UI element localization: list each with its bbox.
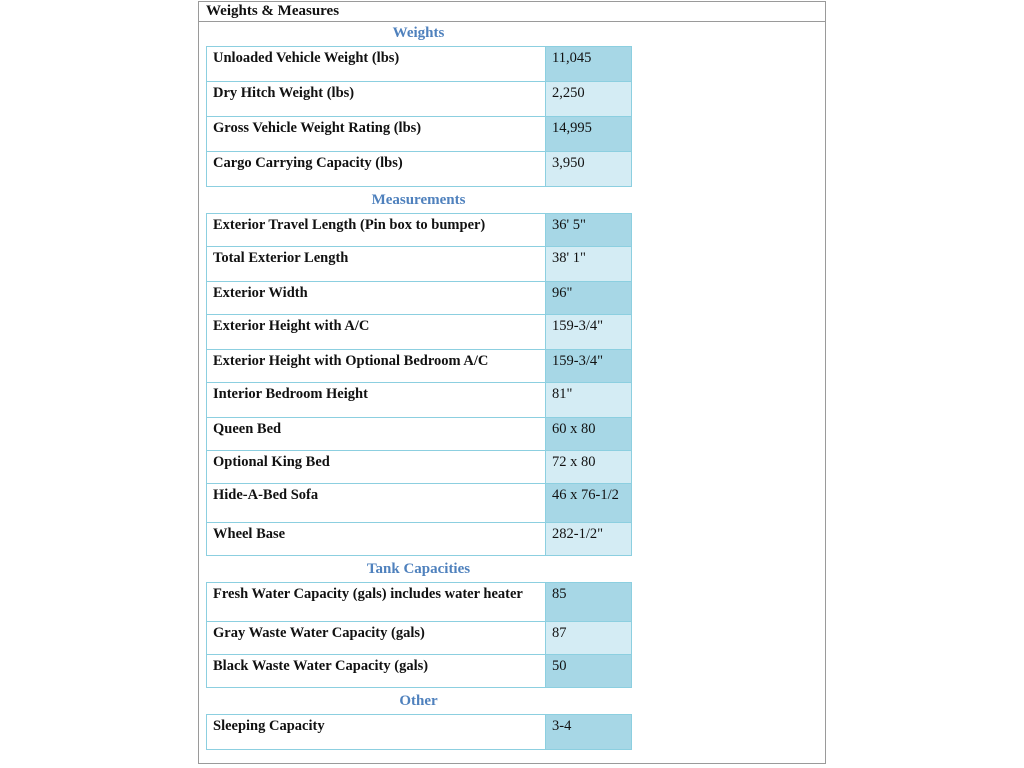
row-label: Exterior Height with Optional Bedroom A/C	[207, 350, 546, 383]
measurements-table	[206, 213, 632, 556]
table-row	[207, 282, 632, 315]
row-value: 2,250	[546, 82, 632, 117]
table-row	[207, 214, 632, 247]
row-value: 81"	[546, 383, 632, 418]
table-row	[207, 655, 632, 688]
section-heading-weights: Weights	[392, 25, 445, 41]
row-value: 96"	[546, 282, 632, 315]
row-value: 11,045	[546, 47, 632, 82]
other-table	[206, 714, 632, 750]
row-label: Exterior Height with A/C	[207, 315, 546, 350]
row-label: Hide-A-Bed Sofa	[207, 484, 546, 523]
table-row	[207, 315, 632, 350]
row-label: Dry Hitch Weight (lbs)	[207, 82, 546, 117]
table-row	[207, 622, 632, 655]
row-label: Black Waste Water Capacity (gals)	[207, 655, 546, 688]
row-label: Optional King Bed	[207, 451, 546, 484]
spec-document	[198, 1, 826, 764]
row-label: Exterior Travel Length (Pin box to bumper)	[207, 214, 546, 247]
section-heading-measurements: Measurements	[371, 192, 466, 208]
row-label: Wheel Base	[207, 523, 546, 556]
row-label: Gray Waste Water Capacity (gals)	[207, 622, 546, 655]
document-title: Weights & Measures	[199, 2, 825, 22]
table-row	[207, 523, 632, 556]
row-value: 14,995	[546, 117, 632, 152]
row-label: Cargo Carrying Capacity (lbs)	[207, 152, 546, 187]
row-value: 72 x 80	[546, 451, 632, 484]
table-row	[207, 47, 632, 82]
row-label: Queen Bed	[207, 418, 546, 451]
row-label: Gross Vehicle Weight Rating (lbs)	[207, 117, 546, 152]
row-value: 38' 1"	[546, 247, 632, 282]
row-label: Sleeping Capacity	[207, 715, 546, 750]
row-value: 159-3/4"	[546, 315, 632, 350]
table-row	[207, 484, 632, 523]
row-label: Interior Bedroom Height	[207, 383, 546, 418]
table-row	[207, 117, 632, 152]
table-row	[207, 82, 632, 117]
table-row	[207, 383, 632, 418]
section-heading-tank-capacities: Tank Capacities	[366, 561, 471, 577]
table-row	[207, 583, 632, 622]
row-label: Exterior Width	[207, 282, 546, 315]
table-row	[207, 350, 632, 383]
row-value: 159-3/4"	[546, 350, 632, 383]
weights-table	[206, 46, 632, 187]
row-value: 85	[546, 583, 632, 622]
section-heading-other: Other	[399, 693, 438, 709]
row-value: 60 x 80	[546, 418, 632, 451]
table-row	[207, 715, 632, 750]
row-value: 50	[546, 655, 632, 688]
spec-sections	[199, 22, 631, 750]
table-row	[207, 451, 632, 484]
row-value: 46 x 76-1/2	[546, 484, 632, 523]
row-value: 87	[546, 622, 632, 655]
row-label: Unloaded Vehicle Weight (lbs)	[207, 47, 546, 82]
tank-capacities-table	[206, 582, 632, 688]
table-row	[207, 418, 632, 451]
row-value: 282-1/2"	[546, 523, 632, 556]
row-value: 3-4	[546, 715, 632, 750]
table-row	[207, 152, 632, 187]
table-row	[207, 247, 632, 282]
row-value: 3,950	[546, 152, 632, 187]
row-label: Fresh Water Capacity (gals) includes water heater	[207, 583, 546, 622]
row-value: 36' 5"	[546, 214, 632, 247]
row-label: Total Exterior Length	[207, 247, 546, 282]
